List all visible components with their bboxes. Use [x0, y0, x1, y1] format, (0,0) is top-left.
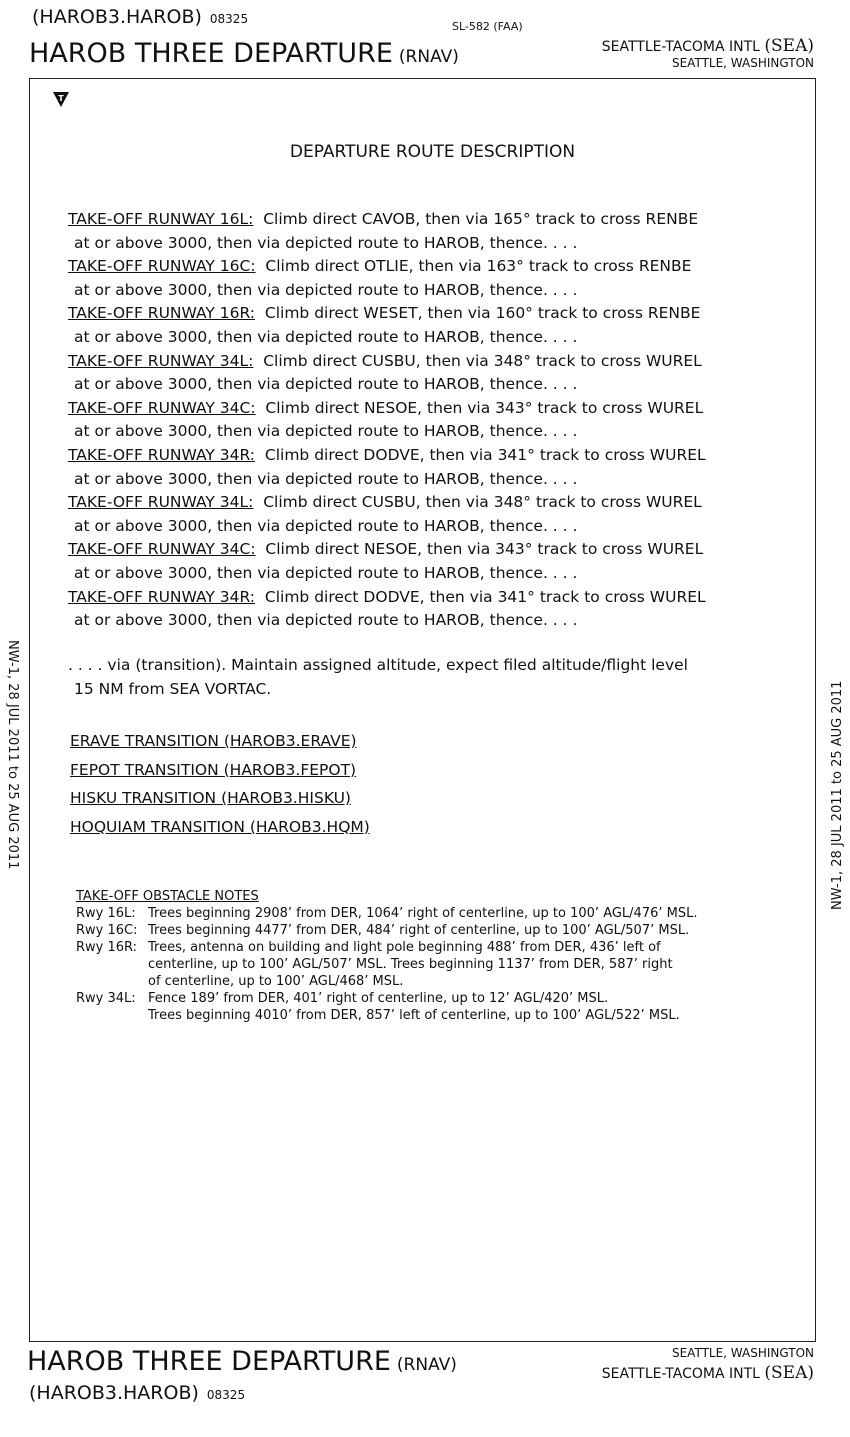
- airport-name: [602, 36, 814, 56]
- route-line2: at or above 3000, then via depicted route to HAROB, thence. . . .: [74, 469, 578, 488]
- non-standard-takeoff-minimums-icon: [52, 90, 70, 108]
- route-line1: Climb direct WESET, then via 160° track to cross RENBE: [264, 304, 701, 323]
- obstacle-note-runway: Rwy 34L:: [76, 991, 136, 1006]
- procedure-code-text: (HAROB3.HAROB): [32, 6, 202, 28]
- route-runway: TAKE-OFF RUNWAY 34L:: [68, 493, 254, 512]
- route-runway: TAKE-OFF RUNWAY 34R:: [68, 445, 256, 464]
- transition-item-fepot: FEPOT TRANSITION (HAROB3.FEPOT): [70, 760, 357, 779]
- obstacle-note-line: Trees beginning 4010’ from DER, 857’ left of centerline, up to 100’ AGL/522’ MSL.: [148, 1008, 680, 1023]
- route-item: [68, 586, 706, 610]
- obstacle-note-runway: Rwy 16L:: [76, 906, 136, 921]
- svg-text:T: T: [58, 94, 64, 103]
- obstacle-note-line: Trees beginning 2908’ from DER, 1064’ right of centerline, up to 100’ AGL/476’ MSL.: [148, 906, 698, 921]
- footer-airport-name-text: SEATTLE-TACOMA INTL: [601, 1366, 760, 1382]
- route-line2: at or above 3000, then via depicted route to HAROB, thence. . . .: [74, 375, 578, 394]
- transition-item-erave: ERAVE TRANSITION (HAROB3.ERAVE): [70, 732, 357, 750]
- route-line1: Climb direct NESOE, then via 343° track to cross WUREL: [265, 540, 704, 559]
- obstacle-note-runway: Rwy 16R:: [76, 940, 138, 955]
- route-line2: at or above 3000, then via depicted route to HAROB, thence. . . .: [74, 327, 578, 346]
- chart-id: 08325: [209, 12, 249, 26]
- obstacle-note-line: Trees, antenna on building and light pole beginning 488’ from DER, 436’ left of: [148, 940, 661, 955]
- obstacle-note-line: Trees beginning 4477’ from DER, 484’ right of centerline, up to 100’ AGL/507’ MSL.: [148, 923, 690, 938]
- footer-procedure-code: [29, 1382, 245, 1404]
- obstacle-note: [76, 922, 697, 939]
- route-item: [68, 350, 706, 374]
- footer-airport-name: [602, 1363, 814, 1383]
- route-item: [68, 397, 706, 421]
- route-line1: Climb direct OTLIE, then via 163° track to cross RENBE: [265, 257, 692, 276]
- obstacle-note-runway: Rwy 16C:: [76, 923, 138, 938]
- obstacle-notes-heading: TAKE-OFF OBSTACLE NOTES: [76, 889, 259, 904]
- airport-name-text: SEATTLE-TACOMA INTL: [601, 39, 760, 55]
- obstacle-note: [76, 990, 697, 1024]
- route-runway: TAKE-OFF RUNWAY 16L:: [68, 210, 254, 228]
- route-line2: at or above 3000, then via depicted route to HAROB, thence. . . .: [74, 422, 578, 441]
- obstacle-note: [76, 939, 697, 990]
- obstacle-note-line: Fence 189’ from DER, 401’ right of centerline, up to 12’ AGL/420’ MSL.: [148, 991, 609, 1006]
- obstacle-notes: [76, 888, 697, 1024]
- route-description: [68, 208, 706, 633]
- route-line2: at or above 3000, then via depicted route to HAROB, thence. . . .: [74, 611, 578, 630]
- transition-text-line1: . . . . via (transition). Maintain assigned altitude, expect filed altitude/flight level: [68, 656, 688, 674]
- route-line1: Climb direct CUSBU, then via 348° track to cross WUREL: [263, 493, 702, 512]
- footer-procedure-code-text: (HAROB3.HAROB): [29, 1382, 199, 1404]
- route-item: [68, 255, 706, 279]
- obstacle-note: [76, 905, 697, 922]
- transition-item-hisku: HISKU TRANSITION (HAROB3.HISKU): [70, 789, 351, 807]
- route-line1: Climb direct NESOE, then via 343° track to cross WUREL: [265, 398, 704, 417]
- route-runway: TAKE-OFF RUNWAY 34R:: [68, 587, 256, 606]
- route-item: [68, 538, 706, 562]
- footer-title-text: HAROB THREE DEPARTURE: [27, 1346, 391, 1377]
- obstacle-note-line: centerline, up to 100’ AGL/507’ MSL. Trees beginning 1137’ from DER, 587’ right: [148, 957, 673, 972]
- route-runway: TAKE-OFF RUNWAY 16C:: [68, 257, 256, 276]
- route-line1: Climb direct CAVOB, then via 165° track to cross RENBE: [263, 210, 699, 228]
- sheet-code: SL-582 (FAA): [452, 20, 523, 33]
- title-suffix: (RNAV): [398, 47, 459, 67]
- route-item: [68, 302, 706, 326]
- airport-code: (SEA): [764, 36, 814, 56]
- route-line2: at or above 3000, then via depicted route to HAROB, thence. . . .: [74, 563, 578, 582]
- footer-title: [27, 1346, 457, 1377]
- route-line1: Climb direct CUSBU, then via 348° track to cross WUREL: [263, 351, 702, 370]
- page-title: [29, 38, 459, 69]
- footer-chart-id: 08325: [206, 1388, 246, 1402]
- route-line2: at or above 3000, then via depicted route to HAROB, thence. . . .: [74, 516, 578, 535]
- route-line2: at or above 3000, then via depicted route to HAROB, thence. . . .: [74, 233, 578, 252]
- transition-text: [68, 654, 688, 701]
- route-item: [68, 491, 706, 515]
- transition-text-line2: 15 NM from SEA VORTAC.: [74, 679, 272, 698]
- transitions-list: [70, 727, 370, 841]
- route-runway: TAKE-OFF RUNWAY 34L:: [68, 351, 254, 370]
- effective-dates-right: NW-1, 28 JUL 2011 to 25 AUG 2011: [830, 680, 845, 910]
- title-text: HAROB THREE DEPARTURE: [29, 38, 393, 69]
- city-name: SEATTLE, WASHINGTON: [671, 56, 814, 70]
- footer-city: SEATTLE, WASHINGTON: [671, 1346, 814, 1360]
- route-item: [68, 208, 706, 232]
- obstacle-note-line: of centerline, up to 100’ AGL/468’ MSL.: [148, 974, 404, 989]
- route-runway: TAKE-OFF RUNWAY 34C:: [68, 540, 256, 559]
- section-heading: DEPARTURE ROUTE DESCRIPTION: [289, 142, 576, 162]
- effective-dates-left: NW-1, 28 JUL 2011 to 25 AUG 2011: [5, 640, 20, 870]
- footer-title-suffix: (RNAV): [396, 1355, 457, 1375]
- route-line1: Climb direct DODVE, then via 341° track to cross WUREL: [264, 587, 706, 606]
- transition-item-hoquiam: HOQUIAM TRANSITION (HAROB3.HQM): [70, 817, 370, 836]
- footer-airport-code: (SEA): [764, 1363, 814, 1383]
- route-line1: Climb direct DODVE, then via 341° track to cross WUREL: [264, 445, 706, 464]
- route-line2: at or above 3000, then via depicted route to HAROB, thence. . . .: [74, 280, 578, 299]
- procedure-code: [32, 6, 248, 28]
- route-item: [68, 444, 706, 468]
- route-runway: TAKE-OFF RUNWAY 34C:: [68, 398, 256, 417]
- route-runway: TAKE-OFF RUNWAY 16R:: [68, 304, 256, 323]
